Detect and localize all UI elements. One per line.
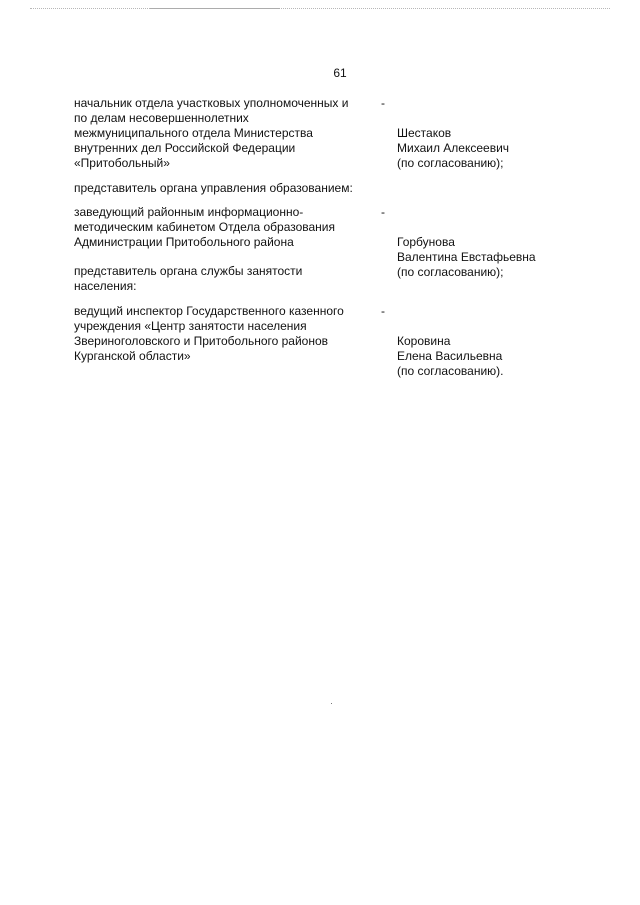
member-name: Горбунова Валентина Евстафьевна (по согласованию); xyxy=(397,235,536,279)
member-entry-3 xyxy=(74,304,564,378)
member-name: Коровина Елена Васильевна (по согласованию). xyxy=(397,334,504,378)
member-person xyxy=(381,304,564,394)
member-position: ведущий инспектор Государственного казенного учреждения «Центр занятости населения Звериноголовского и Притобольного районов Курганской области» xyxy=(74,304,344,363)
member-name: Шестаков Михаил Алексеевич (по согласованию); xyxy=(397,126,510,170)
member-person xyxy=(381,205,564,295)
member-entry-1 xyxy=(74,96,564,176)
dash: - xyxy=(381,205,385,219)
dash: - xyxy=(381,96,385,110)
dash: - xyxy=(381,304,385,318)
member-position: начальник отдела участковых уполномоченных и по делам несовершеннолетних межмуниципального отдела Министерства внутренних дел Российской Федерации «Притобольный» xyxy=(74,96,349,170)
member-position: заведующий районным информационно- методическим кабинетом Отдела образования Администрации Притобольного района xyxy=(74,205,336,249)
section-heading-employment: представитель органа службы занятости населения: xyxy=(74,264,303,293)
section-heading-education: представитель органа управления образованием: xyxy=(74,181,353,195)
scan-speck xyxy=(331,703,332,704)
scan-artifact-line xyxy=(30,8,610,13)
member-person xyxy=(381,96,564,186)
page-number: 61 xyxy=(333,66,347,80)
